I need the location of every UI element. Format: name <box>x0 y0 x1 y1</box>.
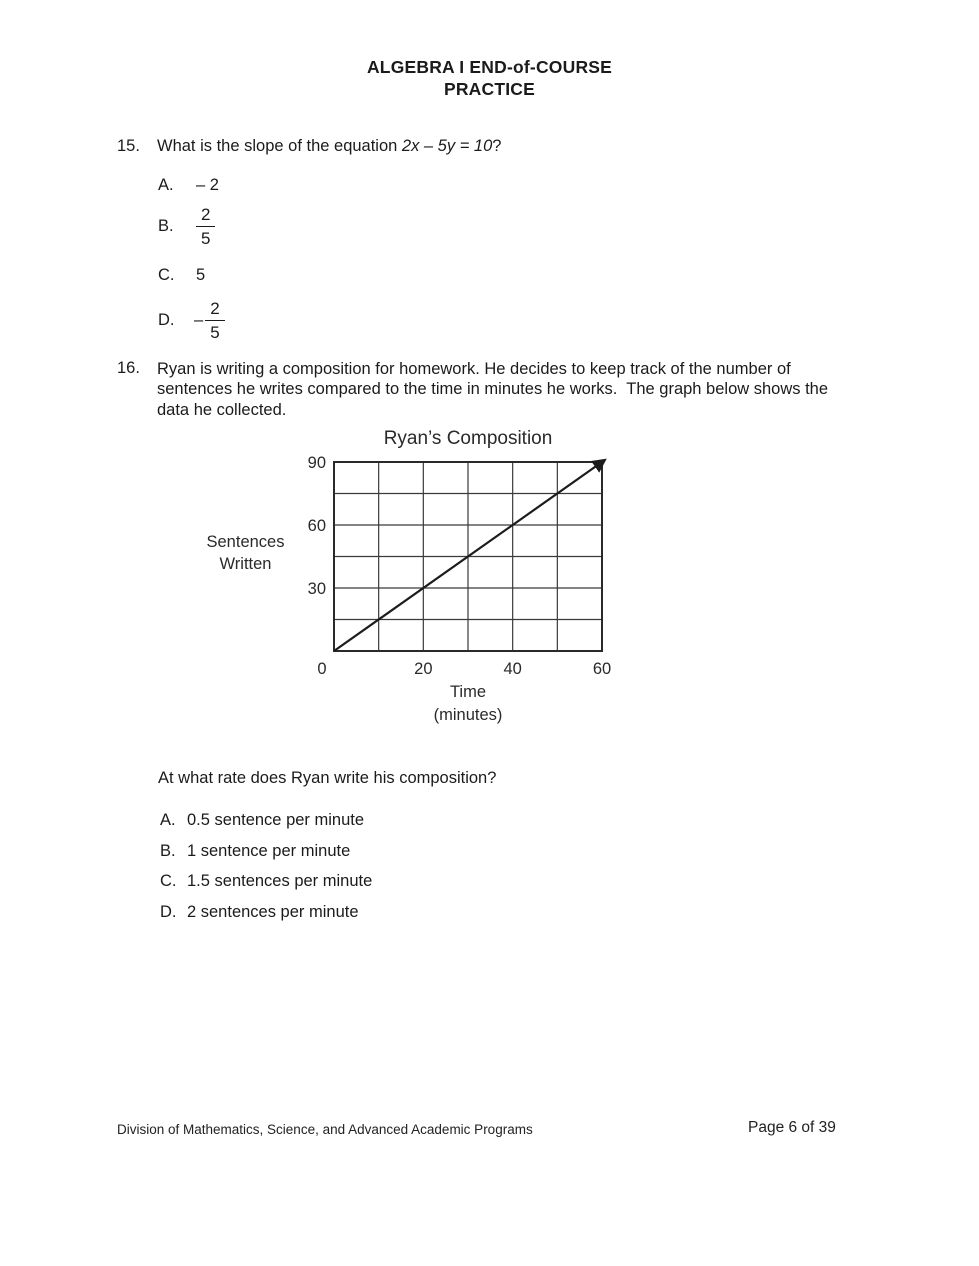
choice-15-d <box>158 298 225 343</box>
footer-division-text: Division of Mathematics, Science, and Advanced Academic Programs <box>117 1122 533 1137</box>
choice-16-b <box>160 841 372 861</box>
line-chart <box>294 448 624 688</box>
x-tick-label: 0 <box>317 660 327 678</box>
question-16-choices <box>160 810 372 932</box>
y-tick-label: 30 <box>307 580 326 598</box>
choice-16-d <box>160 902 372 922</box>
x-axis-label <box>334 681 602 727</box>
x-tick-label: 40 <box>503 660 522 678</box>
y-axis-label-line-2: Written <box>219 555 272 573</box>
x-tick-label: 60 <box>592 660 612 678</box>
choice-label: C. <box>160 872 177 890</box>
question-16-prompt: At what rate does Ryan write his composition? <box>158 769 497 787</box>
question-15-prompt <box>157 137 501 155</box>
choice-text: 1 sentence per minute <box>187 841 351 860</box>
page-header <box>0 57 979 100</box>
choice-value: 5 <box>196 266 206 284</box>
plot-area <box>308 454 612 678</box>
data-line <box>334 460 604 651</box>
chart-title: Ryan’s Composition <box>383 428 553 449</box>
choice-label: B. <box>158 217 174 235</box>
header-title-line-1: ALGEBRA I END-of-COURSE <box>366 57 613 77</box>
fraction-denominator: 5 <box>210 323 220 342</box>
choice-16-a <box>160 810 372 830</box>
fraction-sign: – <box>194 311 204 329</box>
x-axis-label-line-2: (minutes) <box>433 706 503 724</box>
choice-value: – 2 <box>196 176 219 194</box>
y-axis-label-line-1: Sentences <box>206 533 285 551</box>
fraction <box>205 298 224 343</box>
fraction-numerator: 2 <box>205 298 224 321</box>
question-16-intro: Ryan is writing a composition for homework. He decides to keep track of the number of sentences he writes compared to the time in minutes he works. The graph below shows the data he collected. <box>157 360 833 419</box>
choice-label: D. <box>158 311 175 329</box>
question-15-prompt-row <box>117 137 501 156</box>
question-15-prompt-text: What is the slope of the equation <box>157 137 402 155</box>
choice-label: A. <box>160 811 176 829</box>
y-tick-label: 60 <box>307 517 326 535</box>
footer-page-number: Page 6 of 39 <box>748 1119 836 1136</box>
choice-15-a <box>158 176 219 195</box>
choice-label: D. <box>160 902 177 921</box>
x-tick-label: 20 <box>414 660 433 678</box>
question-16-intro-row <box>117 359 857 420</box>
question-15-number: 15. <box>117 137 140 155</box>
choice-text: 2 sentences per minute <box>187 902 359 921</box>
x-axis-label-line-1: Time <box>449 683 487 701</box>
fraction <box>196 204 215 249</box>
choice-15-c <box>158 266 205 285</box>
choice-15-b <box>158 204 215 249</box>
choice-label: A. <box>158 176 174 194</box>
header-title-line-2: PRACTICE <box>443 78 536 99</box>
choice-label: B. <box>160 841 176 860</box>
question-16-number: 16. <box>117 359 140 377</box>
y-tick-label: 90 <box>307 454 326 472</box>
choice-16-c <box>160 871 372 891</box>
fraction-denominator: 5 <box>201 229 211 248</box>
fraction-numerator: 2 <box>196 204 215 227</box>
question-15-equation: 2x – 5y = 10 <box>401 137 493 155</box>
y-axis-label <box>188 531 303 575</box>
choice-text: 0.5 sentence per minute <box>187 811 365 829</box>
choice-label: C. <box>158 266 175 284</box>
question-15-prompt-end: ? <box>492 137 502 155</box>
choice-text: 1.5 sentences per minute <box>187 872 373 890</box>
